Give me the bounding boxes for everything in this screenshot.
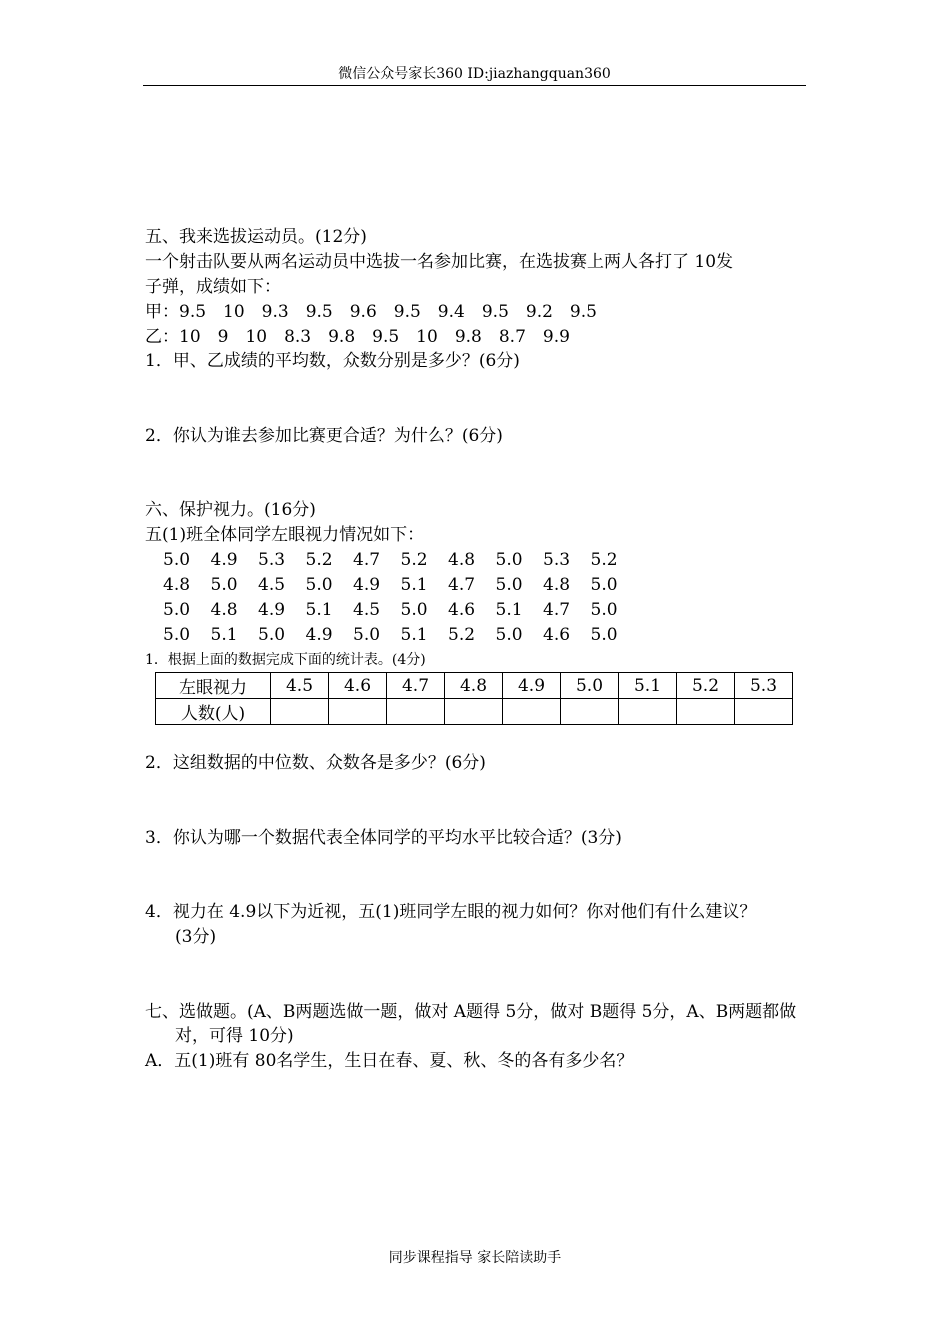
vision-value: 5.0 <box>258 625 286 645</box>
vision-value: 5.0 <box>163 550 191 570</box>
count-answer-cell[interactable] <box>445 699 503 725</box>
count-answer-cell[interactable] <box>677 699 735 725</box>
vision-value: 4.7 <box>543 600 571 620</box>
section-5-intro-line1: 一个射击队要从两名运动员中选拔一名参加比赛，在选拔赛上两人各打了 10发 <box>145 252 734 272</box>
vision-value: 5.2 <box>448 625 476 645</box>
vision-level-cell: 4.5 <box>271 673 329 699</box>
vision-value: 4.5 <box>353 600 381 620</box>
vision-value: 5.0 <box>495 575 523 595</box>
section-6-title: 六、保护视力。(16分) <box>145 500 316 520</box>
vision-value: 5.1 <box>495 600 523 620</box>
vision-value: 4.8 <box>448 550 476 570</box>
count-answer-cell[interactable] <box>503 699 561 725</box>
count-answer-cell[interactable] <box>387 699 445 725</box>
vision-value: 4.8 <box>210 600 238 620</box>
section-6-question-2: 2．这组数据的中位数、众数各是多少？(6分) <box>145 753 486 773</box>
vision-value: 5.0 <box>210 575 238 595</box>
vision-value: 4.9 <box>353 575 381 595</box>
vision-value: 5.0 <box>495 550 523 570</box>
vision-level-cell: 4.8 <box>445 673 503 699</box>
vision-data-row <box>163 548 638 572</box>
vision-value: 4.8 <box>543 575 571 595</box>
vision-value: 5.0 <box>590 575 618 595</box>
vision-level-cell: 5.3 <box>735 673 793 699</box>
vision-value: 5.0 <box>163 625 191 645</box>
section-6-intro: 五(1)班全体同学左眼视力情况如下： <box>145 525 425 545</box>
section-7-title-line2: 对，可得 10分) <box>175 1026 294 1046</box>
count-header-cell: 人数(人) <box>156 699 271 725</box>
vision-header-cell: 左眼视力 <box>156 673 271 699</box>
count-answer-cell[interactable] <box>271 699 329 725</box>
jia-scores: 甲：9.5 10 9.3 9.5 9.6 9.5 9.4 9.5 9.2 9.5 <box>145 302 597 322</box>
table-row <box>156 673 793 699</box>
section-7-question-a: A．五(1)班有 80名学生，生日在春、夏、秋、冬的各有多少名？ <box>145 1051 634 1071</box>
vision-value: 5.3 <box>543 550 571 570</box>
vision-level-cell: 5.2 <box>677 673 735 699</box>
count-answer-cell[interactable] <box>329 699 387 725</box>
vision-value: 5.1 <box>400 625 428 645</box>
count-answer-cell[interactable] <box>619 699 677 725</box>
vision-value: 5.0 <box>590 600 618 620</box>
vision-value: 5.0 <box>163 600 191 620</box>
vision-value: 4.9 <box>210 550 238 570</box>
vision-value: 4.9 <box>258 600 286 620</box>
vision-value: 4.9 <box>305 625 333 645</box>
page-footer: 同步课程指导 家长陪读助手 <box>388 1250 562 1266</box>
section-5-title: 五、我来选拔运动员。(12分) <box>145 227 367 247</box>
vision-value: 4.6 <box>448 600 476 620</box>
vision-value: 4.5 <box>258 575 286 595</box>
section-5-question-1: 1．甲、乙成绩的平均数，众数分别是多少？(6分) <box>145 351 520 371</box>
count-answer-cell[interactable] <box>735 699 793 725</box>
section-6-question-1: 1．根据上面的数据完成下面的统计表。(4分) <box>145 652 426 668</box>
table-row <box>156 699 793 725</box>
vision-value: 5.0 <box>495 625 523 645</box>
vision-level-cell: 5.0 <box>561 673 619 699</box>
vision-value: 4.8 <box>163 575 191 595</box>
vision-value: 5.2 <box>590 550 618 570</box>
vision-value: 5.3 <box>258 550 286 570</box>
section-5-question-2: 2．你认为谁去参加比赛更合适？为什么？(6分) <box>145 426 503 446</box>
section-6-question-3: 3．你认为哪一个数据代表全体同学的平均水平比较合适？(3分) <box>145 828 622 848</box>
vision-value: 5.1 <box>400 575 428 595</box>
vision-level-cell: 4.9 <box>503 673 561 699</box>
vision-data-row <box>163 598 638 622</box>
vision-stats-table <box>155 672 793 725</box>
vision-value: 5.1 <box>210 625 238 645</box>
header-divider <box>143 85 806 86</box>
vision-value: 5.2 <box>305 550 333 570</box>
vision-value: 5.0 <box>305 575 333 595</box>
vision-value: 5.0 <box>400 600 428 620</box>
section-5-intro-line2: 子弹，成绩如下： <box>145 277 281 297</box>
vision-level-cell: 4.6 <box>329 673 387 699</box>
section-6-question-4-line2: (3分) <box>175 927 217 947</box>
vision-value: 4.7 <box>448 575 476 595</box>
page-header: 微信公众号家长360 ID:jiazhangquan360 <box>338 66 611 82</box>
vision-level-cell: 5.1 <box>619 673 677 699</box>
vision-value: 4.6 <box>543 625 571 645</box>
vision-value: 5.2 <box>400 550 428 570</box>
vision-level-cell: 4.7 <box>387 673 445 699</box>
section-7-title-line1: 七、选做题。(A、B两题选做一题，做对 A题得 5分，做对 B题得 5分，A、B两题都做 <box>145 1002 797 1022</box>
yi-scores: 乙：10 9 10 8.3 9.8 9.5 10 9.8 8.7 9.9 <box>145 327 570 347</box>
section-6-question-4-line1: 4．视力在 4.9以下为近视，五(1)班同学左眼的视力如何？你对他们有什么建议？ <box>145 902 757 922</box>
vision-data-row <box>163 623 638 647</box>
vision-value: 5.1 <box>305 600 333 620</box>
vision-data-row <box>163 573 638 597</box>
count-answer-cell[interactable] <box>561 699 619 725</box>
vision-value: 5.0 <box>590 625 618 645</box>
vision-value: 4.7 <box>353 550 381 570</box>
vision-value: 5.0 <box>353 625 381 645</box>
